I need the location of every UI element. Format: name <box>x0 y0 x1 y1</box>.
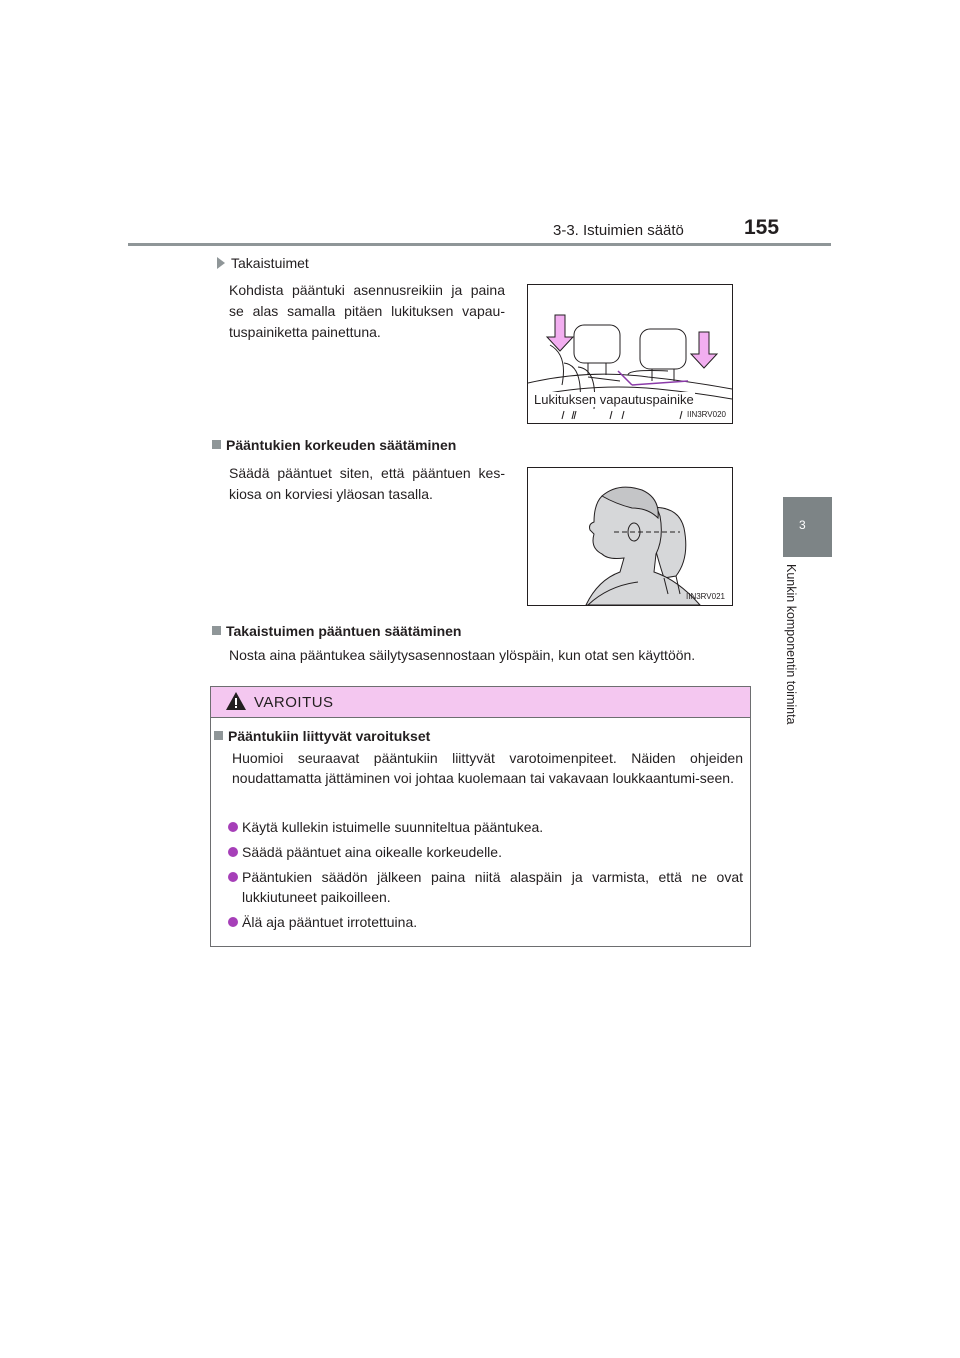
release-button-label: Lukituksen vapautuspainike <box>534 392 694 407</box>
warning-list-item <box>228 842 743 862</box>
warning-box <box>210 686 751 947</box>
warning-heading-text: Pääntukiin liittyvät varoitukset <box>228 728 431 744</box>
square-bullet-icon <box>214 731 223 740</box>
page-number: 155 <box>744 216 780 239</box>
circle-bullet-icon <box>228 872 238 882</box>
warning-bullet-1: Käytä kullekin istuimelle suunniteltua pääntukea. <box>242 819 544 835</box>
rear-headrest-figure <box>527 284 733 424</box>
header-rule <box>128 243 831 246</box>
rear-seats-subheading <box>217 255 309 271</box>
headrest-height-figure <box>527 467 733 606</box>
chapter-tab <box>783 497 832 557</box>
warning-bullet-2: Säädä pääntuet aina oikealle korkeudelle. <box>242 844 502 860</box>
warning-bullet-4: Älä aja pääntuet irrotettuina. <box>242 914 418 930</box>
square-bullet-icon <box>212 626 221 635</box>
warning-intro: Huomioi seuraavat pääntukiin liittyvät varotoimenpiteet. Näiden ohjeiden noudattamatta jättäminen voi johtaa kuolemaan tai vakavaan loukkaantumi-seen. <box>232 750 743 786</box>
triangle-bullet-icon <box>217 257 225 269</box>
warning-title: VAROITUS <box>254 694 334 711</box>
circle-bullet-icon <box>228 847 238 857</box>
rear-adjust-heading <box>212 623 461 639</box>
warning-triangle-icon <box>225 691 247 711</box>
warning-list-item <box>228 912 743 932</box>
figure-code: IIN3RV020 <box>687 410 726 419</box>
height-adjust-text: Säädä pääntuet siten, että pääntuen kes-kiosa on korviesi yläosan tasalla. <box>229 465 505 502</box>
chapter-title <box>784 564 798 754</box>
rear-seats-subheading-text: Takaistuimet <box>231 255 309 271</box>
chapter-title-text: Kunkin komponentin toiminta <box>784 564 798 725</box>
warning-list-item <box>228 817 743 837</box>
height-adjust-heading <box>212 437 456 453</box>
circle-bullet-icon <box>228 917 238 927</box>
height-adjust-heading-text: Pääntukien korkeuden säätäminen <box>226 437 457 453</box>
square-bullet-icon <box>212 440 221 449</box>
circle-bullet-icon <box>228 822 238 832</box>
warning-header <box>211 687 750 718</box>
figure-code-2: IIN3RV021 <box>686 592 725 601</box>
rear-seats-text: Kohdista pääntuki asennusreikiin ja paina se alas samalla pitäen lukituksen vapau-tuspainiketta painettuna. <box>229 282 505 340</box>
chapter-number: 3 <box>799 518 806 532</box>
warning-list-item <box>228 867 743 907</box>
rear-adjust-text: Nosta aina pääntukea säilytysasennostaan ylöspäin, kun otat sen käyttöön. <box>229 647 696 663</box>
section-title: 3-3. Istuimien säätö <box>553 222 684 239</box>
rear-adjust-heading-text: Takaistuimen pääntuen säätäminen <box>226 623 462 639</box>
warning-heading <box>214 728 430 744</box>
warning-bullet-3: Pääntukien säädön jälkeen paina niitä alaspäin ja varmista, että ne ovat lukkiutuneet paikoilleen. <box>242 869 743 905</box>
head-profile-illustration <box>528 468 732 605</box>
